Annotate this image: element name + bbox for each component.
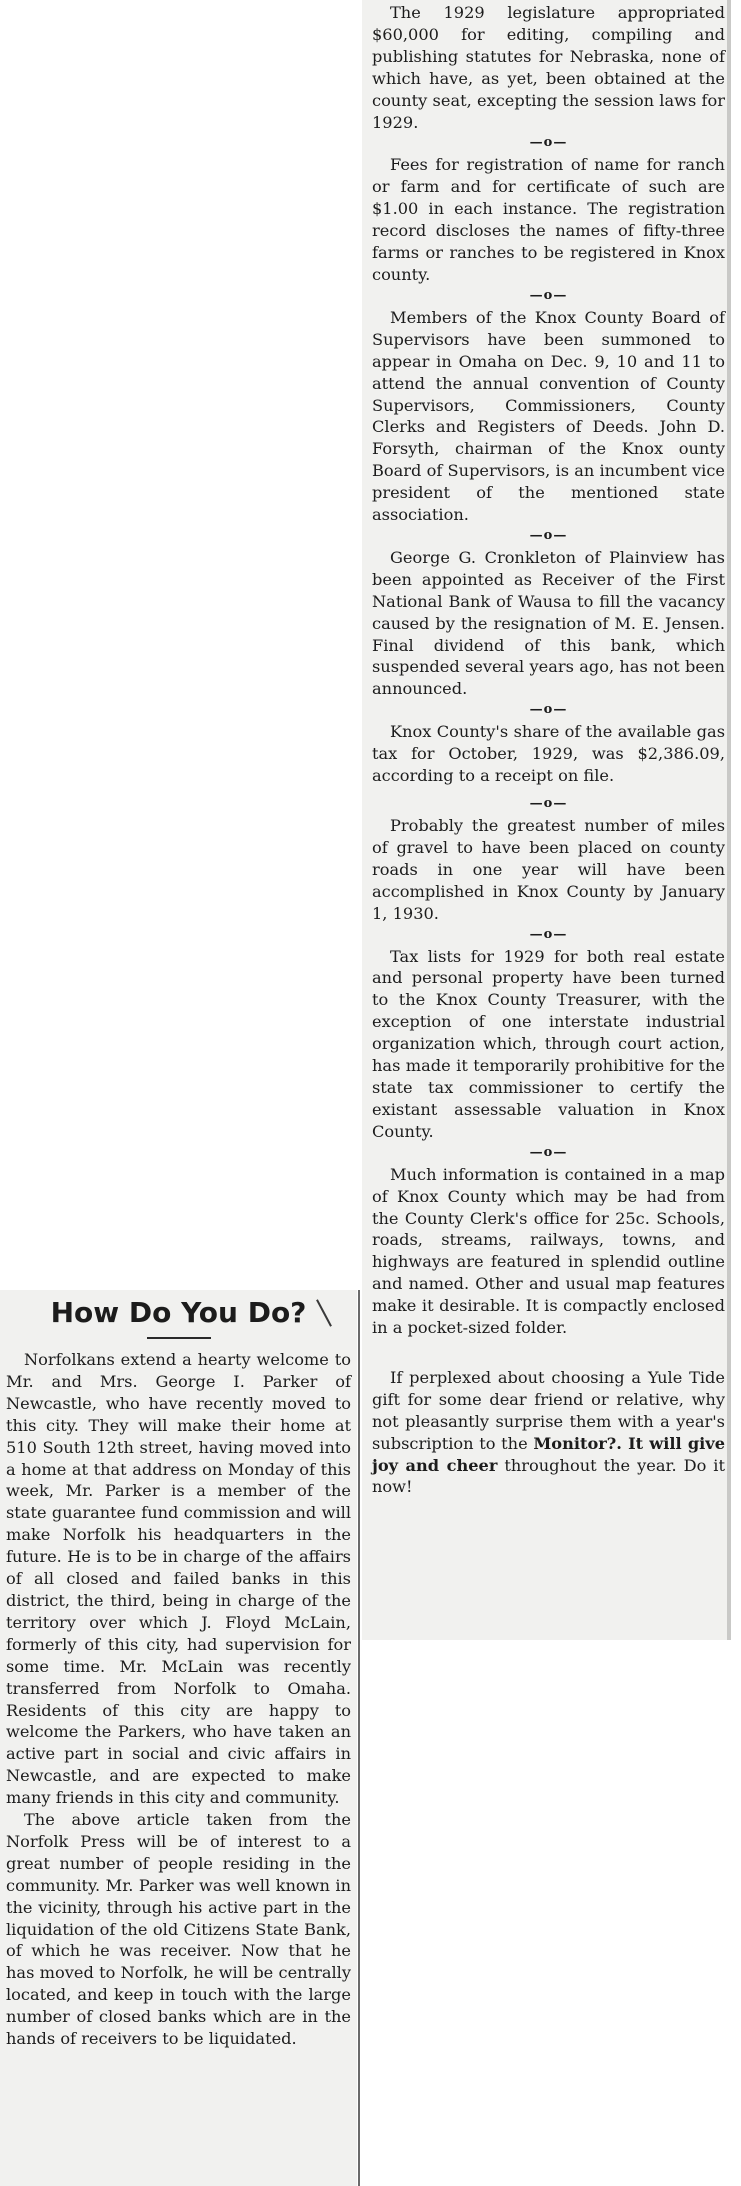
article-heading-block [6, 1290, 351, 1339]
subscription-ad-text [372, 1367, 725, 1498]
item-separator: —o— [529, 926, 568, 942]
news-item-text: Much information is contained in a map of Knox County which may be had from the County Clerk's office for 25c. Schools, roads, streams, railways, towns, and highways are featured in splendid outline and named. Other and usual map features make it desirable. It is compactly enclosed in a pocket-sized folder. [372, 1164, 725, 1338]
ad-text-lead: If perplexed about choosing a Yule Tide gift for some dear friend or relative, why not pleasantly surprise them with a year's subscription to the [372, 1367, 725, 1453]
news-item-legislature [372, 2, 725, 133]
headline-rule [147, 1337, 211, 1339]
article-paragraph: The above article taken from the Norfolk Press will be of interest to a great number of people residing in the community. Mr. Parker was well known in the vicinity, through his active part in the liquidation of the old Citizens State Bank, of which he was receiver. Now that he has moved to Norfolk, he will be centrally located, and keep in touch with the large number of closed banks which are in the hands of receivers to be liquidated. [6, 1810, 351, 2049]
news-item-text: George G. Cronkleton of Plainview has been appointed as Receiver of the First National Bank of Wausa to fill the vacancy caused by the resignation of M. E. Jensen. Final dividend of this bank, which suspended several years ago, has not been announced. [372, 547, 725, 699]
left-article-column [0, 1290, 357, 2186]
column-rule [358, 1290, 360, 2186]
news-item-county-map [372, 1164, 725, 1339]
news-item-bank-receiver [372, 547, 725, 700]
news-item-supervisors-convention [372, 307, 725, 526]
column-edge-shadow [727, 0, 731, 1640]
news-item-gravel-roads [372, 815, 725, 925]
article-body [6, 1349, 351, 2050]
item-separator: —o— [529, 702, 568, 718]
ad-text-tail: throughout the year. Do it now! [372, 1455, 725, 1497]
news-item-text: The 1929 legislature appropriated $60,000 for editing, compiling and publishing statutes for Nebraska, none of which have, as yet, been obtained at the county seat, excepting the session laws for 1929. [372, 3, 725, 132]
news-item-tax-lists [372, 946, 725, 1143]
news-item-text: Fees for registration of name for ranch or farm and for certificate of such are $1.00 in each instance. The registration record discloses the names of fifty-three farms or ranches to be registered in Knox county. [372, 155, 725, 284]
right-news-column [362, 0, 731, 1640]
article-headline: How Do You Do? [50, 1296, 307, 1329]
article-paragraph: Norfolkans extend a hearty welcome to Mr. and Mrs. George I. Parker of Newcastle, who have recently moved to this city. They will make their home at 510 South 12th street, having moved into a home at that address on Monday of this week, Mr. Parker is a member of the state guarantee fund commission and will make Norfolk his headquarters in the future. He is to be in charge of the affairs of all closed and failed banks in this district, the third, being in charge of the territory over which J. Floyd McLain, formerly of this city, had supervision for some time. Mr. McLain was recently transferred from Norfolk to Omaha. Residents of this city are happy to welcome the Parkers, who have taken an active part in social and civic affairs in Newcastle, and are expected to make many friends in this city and community. [6, 1350, 351, 1808]
subscription-ad [372, 1367, 725, 1498]
news-item-registration-fees [372, 154, 725, 285]
item-separator: —o— [529, 527, 568, 543]
news-item-text: Tax lists for 1929 for both real estate and personal property have been turned to the Knox County Treasurer, with the exception of one interstate industrial organization which, through court action, has made it temporarily prohibitive for the state tax commissioner to certify the existant assessable valuation in Knox County. [372, 946, 725, 1141]
news-item-text: Probably the greatest number of miles of gravel to have been placed on county roads in one year will have been accomplished in Knox County by January 1, 1930. [372, 816, 725, 923]
item-separator: —o— [529, 1144, 568, 1160]
item-separator: —o— [529, 135, 568, 151]
item-separator: —o— [529, 796, 568, 811]
item-separator: —o— [529, 287, 568, 303]
news-item-text: Knox County's share of the available gas tax for October, 1929, was $2,386.09, according to a receipt on file. [372, 722, 725, 786]
news-item-text: Members of the Knox County Board of Supervisors have been summoned to appear in Omaha on Dec. 9, 10 and 11 to attend the annual convention of County Supervisors, Commissioners, County Clerks and Registers of Deeds. John D. Forsyth, chairman of the Knox ounty Board of Supervisors, is an incumbent vice president of the mentioned state association. [372, 307, 725, 525]
news-item-gas-tax [372, 721, 725, 787]
ad-text-bold: Monitor?. It will give joy and cheer [372, 1433, 725, 1475]
